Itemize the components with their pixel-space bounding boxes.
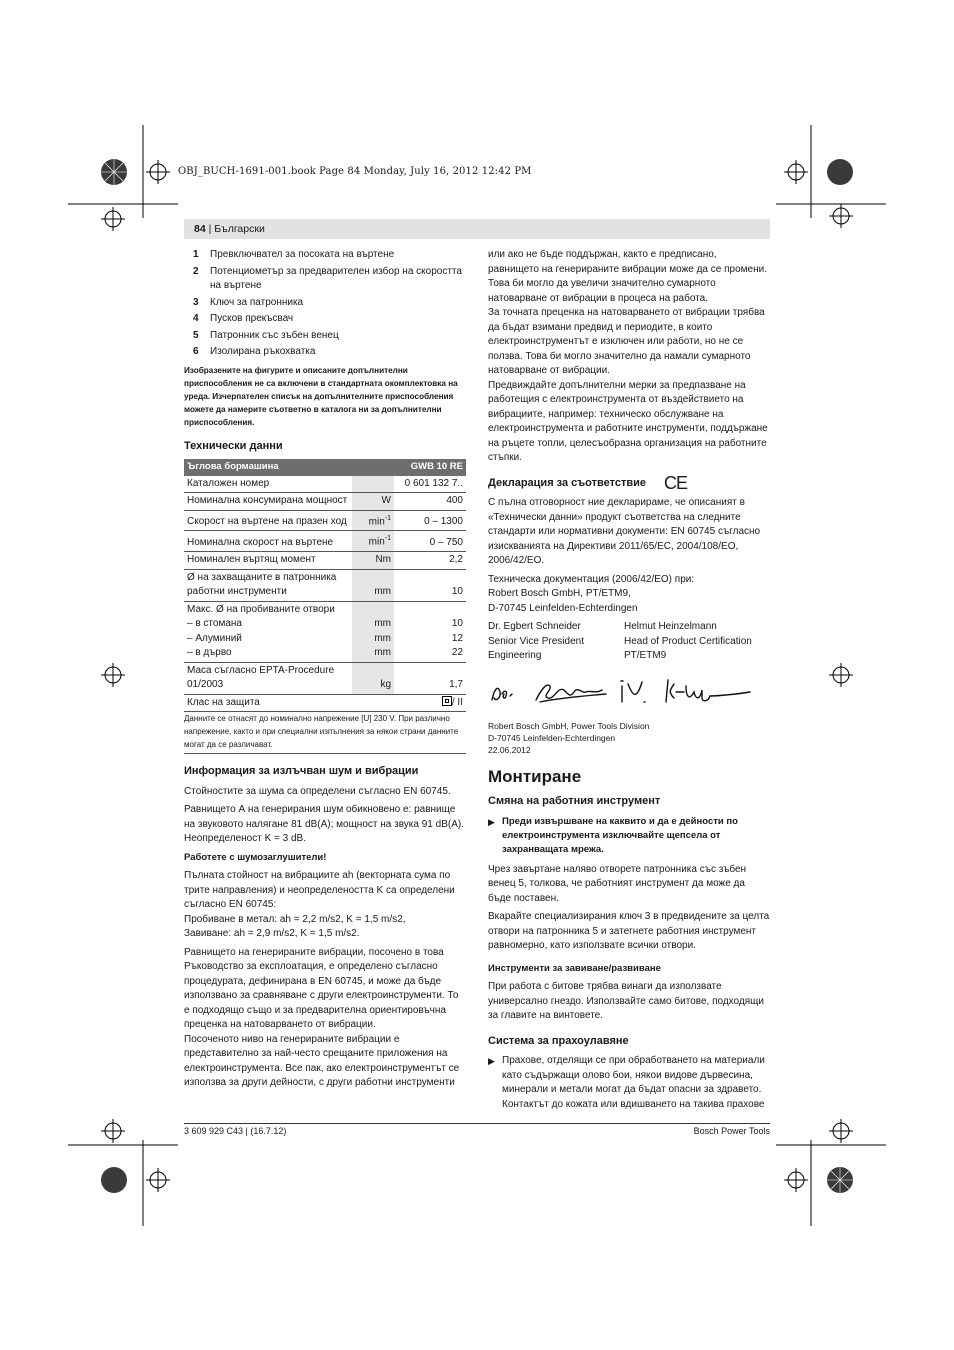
row-unit: mm (374, 632, 391, 644)
row-unit: $\min^{-1}$ (352, 510, 394, 531)
footer-brand: Bosch Power Tools (693, 1126, 770, 1136)
row-label: Клас на защита (184, 694, 352, 712)
table-row (184, 662, 466, 694)
signatory-dept: PT/ETM9 (624, 650, 667, 661)
signatory-left (488, 620, 624, 664)
mounting-heading: Монтиране (488, 766, 582, 786)
row-unit: W (352, 493, 394, 511)
row-label: – в дърво (187, 647, 232, 659)
row-value: 0 – 750 (394, 531, 466, 552)
item-number: 3 (193, 296, 199, 308)
company-line: Robert Bosch GmbH, Power Tools Division (488, 720, 650, 731)
item-text: Патронник със зъбен венец (210, 329, 339, 341)
print-header: OBJ_BUCH-1691-001.book Page 84 Monday, July 16, 2012 12:42 PM (178, 166, 532, 177)
vibration-p1: или ако не бъде поддържан, както е предписано, равнището на генерираните вибрации може да се промени. Това би могло да увеличи значително сумарното натоварване от вибрации в процеса на работа. (488, 249, 767, 304)
left-column (184, 248, 466, 1095)
row-label: Скорост на въртене на празен ход (184, 510, 352, 531)
change-p1: Чрез завъртане наляво отворете патронника със зъбен венец 5, толкова, че работният инструмент да може да бъде поставен. (488, 863, 747, 904)
accessories-note: Изобразените на фигурите и описаните допълнителни приспособления не са включени в стандартната окомплектовка на уреда. Изчерпателен списък на допълнителните приспособления можете да намерите съответно в каталога ни за допълнителни приспособления. (184, 365, 458, 427)
list-item (184, 265, 466, 294)
row-value-group (394, 601, 466, 662)
company-date: 22.06.2012 (488, 744, 531, 755)
row-label-group (184, 601, 352, 662)
row-value-protection (394, 694, 466, 712)
table-row (184, 601, 466, 662)
signatory-title: Head of Product Certification (624, 635, 752, 647)
vibration-p2: За точната преценка на натоварването от вибрации трябва да бъдат взимани предвид и периодите, в които електроинструментът е изключен или работи, но не се ползва. Това би могло значително да намали сумарното натоварване от вибрации. (488, 307, 765, 376)
company-line: D-70745 Leinfelden-Echterdingen (488, 732, 616, 743)
change-tool-heading: Смяна на работния инструмент (488, 795, 661, 807)
page-header-separator: | (205, 223, 215, 235)
noise-p7: Посоченото ниво на генерираните вибрации е представително за най-често срещаните приложения на електроинструмента. Все пак, ако електроинструментът се използва за други дейности, с други работни инструменти (184, 1033, 460, 1089)
row-unit: mm (352, 569, 394, 601)
row-value: 22 (451, 647, 463, 659)
row-label: Ø на захващаните в патронника работни инструменти (184, 569, 352, 601)
noise-heading: Информация за излъчван шум и вибрации (184, 765, 419, 778)
item-number: 1 (193, 249, 199, 260)
row-unit (352, 694, 394, 712)
protection-class-value: / II (451, 696, 463, 708)
bullet-arrow-icon: ▶ (488, 1056, 495, 1066)
table-row (184, 531, 466, 552)
signatory-right (624, 620, 770, 664)
protection-class-icon (442, 696, 452, 706)
row-label: Номинален въртящ момент (184, 552, 352, 570)
list-item (184, 248, 466, 263)
change-warning-text: Преди извършване на каквито и да е дейности по електроинструмента изключвайте щепсела от захранващата мрежа. (502, 815, 738, 855)
footer-doc-number: 3 609 929 C43 | (16.7.12) (184, 1126, 287, 1136)
row-value: 0 – 1300 (394, 510, 466, 531)
parts-list (184, 248, 466, 360)
noise-p5a: Пробиване в метал: ah = 2,2 m/s2, K = 1,5 m/s2, (184, 913, 406, 925)
noise-warning: Работете с шумозаглушители! (184, 851, 327, 863)
change-warning (488, 815, 770, 857)
list-item (184, 312, 466, 327)
table-row (184, 476, 466, 493)
page-language: Български (214, 223, 265, 235)
tech-data-footnote: Данните се отнасят до номинално напрежение [U] 230 V. При различно напрежение, както и при специални изпълнения за някои страни данните могат да се различават. (184, 712, 466, 754)
row-value: 10 (451, 618, 463, 630)
list-item (184, 329, 466, 344)
table-header-row (184, 459, 466, 476)
signatory-dept: Engineering (488, 650, 542, 661)
item-number: 4 (193, 313, 199, 324)
row-label: Номинална консумирана мощност (184, 493, 352, 511)
col-product: Ъглова бормашина (184, 459, 352, 476)
item-number: 2 (193, 265, 199, 277)
table-row (184, 493, 466, 511)
right-column (488, 248, 770, 1112)
dust-bullet (488, 1054, 770, 1112)
declaration-p2c: D-70745 Leinfelden-Echterdingen (488, 602, 638, 614)
signatory-name: Dr. Egbert Schneider (488, 621, 581, 632)
tech-data-table (184, 459, 466, 712)
bullet-arrow-icon: ▶ (488, 816, 495, 827)
row-label: – в стомана (187, 618, 242, 630)
screw-heading: Инструменти за завиване/развиване (488, 962, 661, 974)
table-row (184, 510, 466, 531)
row-unit: $\min^{-1}$ (352, 531, 394, 552)
row-unit-group (352, 601, 394, 662)
row-value: 400 (394, 493, 466, 511)
item-number: 5 (193, 329, 199, 341)
item-text: Изолирана ръкохватка (210, 346, 316, 357)
row-value: 12 (451, 632, 463, 644)
row-value: 0 601 132 7.. (394, 476, 466, 493)
table-row (184, 552, 466, 570)
noise-p1: Стойностите за шума са определени съгласно EN 60745. (184, 785, 451, 797)
page-number: 84 (194, 223, 206, 235)
noise-p4: Пълната стойност на вибрациите ah (векторната сума по трите направления) и неопределеността K са определени съгласно EN 60745: (184, 870, 455, 911)
item-text: Ключ за патронника (210, 296, 304, 308)
noise-p5b: Завиване: ah = 2,9 m/s2, K = 1,5 m/s2. (184, 928, 360, 940)
handwritten-signatures (488, 672, 770, 712)
change-p2: Вкарайте специализирания ключ 3 в предвидените за целта отвори на патронника 5 и затегнете работния инструмент равномерно, като използвате всички отвори. (488, 911, 770, 951)
row-unit: mm (374, 647, 391, 659)
col-model: GWB 10 RE (394, 459, 466, 476)
ce-mark: CE (663, 472, 687, 493)
declaration-heading: Декларация за съответствие (488, 476, 646, 489)
dust-heading: Система за прахоулавяне (488, 1034, 629, 1047)
list-item (184, 296, 466, 311)
list-item (184, 345, 466, 360)
row-label: Маса съгласно EPTA-Procedure 01/2003 (184, 662, 352, 694)
row-label: Макс. Ø на пробиваните отвори (187, 603, 335, 615)
item-text: Пусков прекъсвач (210, 313, 294, 324)
row-value: 2,2 (394, 552, 466, 570)
tech-data-heading: Технически данни (184, 439, 283, 452)
declaration-heading-row (488, 472, 770, 493)
row-unit: mm (374, 618, 391, 630)
row-unit (352, 476, 394, 493)
screw-p: При работа с битове трябва винаги да използвате универсално гнездо. Използвайте само битове, подходящи за главите на винтовете. (488, 981, 764, 1021)
signatory-title: Senior Vice President (488, 635, 584, 647)
page-header (184, 219, 770, 239)
row-value: 1,7 (394, 662, 466, 694)
declaration-p2a: Техническа документация (2006/42/EO) при: (488, 573, 695, 585)
dust-text: Прахове, отделящи се при обработването на материали като съдържащи олово бои, някои видове дървесина, минерали и метали могат да бъдат опасни за здравето. Контактът до кожата или вдишването на такива прахове (502, 1055, 765, 1110)
vibration-p3: Предвиждайте допълнителни мерки за предпазване на работещия с електроинструмента от въздействието на вибрациите, например: техническо обслужване на електроинструмента и работните инструменти, поддържане на ръцете топли, целесъобразна организация на работните стъпки. (488, 379, 768, 463)
item-text: Потенциометър за предварителен избор на скоростта на въртене (210, 265, 462, 291)
col-unit (352, 459, 394, 476)
row-value: 10 (394, 569, 466, 601)
row-unit: Nm (352, 552, 394, 570)
row-label: – Алуминий (187, 632, 242, 644)
signatory-name: Helmut Heinzelmann (624, 621, 717, 632)
row-unit: kg (352, 662, 394, 694)
declaration-p1: С пълна отговорност ние декларираме, че описаният в «Технически данни» продукт съответства на следните стандарти или нормативни документи: EN 60745 съгласно изискванията на Директиви 2011/65/EC, 2004/108/EO, 2006/42/EO. (488, 497, 761, 566)
signatories (488, 620, 770, 664)
item-number: 6 (193, 346, 199, 357)
noise-p2: Равнището А на генерирания шум обикновено е: равнище на звуковото налягане 81 dB(A); мощност на звука 91 dB(A). Неопределеност K = 3 dB. (184, 804, 464, 845)
declaration-p2b: Robert Bosch GmbH, PT/ETM9, (488, 588, 631, 599)
row-label: Номинална скорост на въртене (184, 531, 352, 552)
table-row (184, 569, 466, 601)
footer-divider (184, 1123, 770, 1124)
noise-p6: Равнището на генерираните вибрации, посочено в това Ръководство за експлоатация, е определено съгласно процедурата, дефинирана в EN 60745, и може да бъде използвано за сравняване с други електроинструменти. То е подходящо също и за предварителна ориентировъчна преценка на натоварването от вибрации. (184, 946, 459, 1031)
item-text: Превключвател за посоката на въртене (210, 249, 395, 260)
table-row (184, 694, 466, 712)
row-label: Каталожен номер (184, 476, 352, 493)
company-address (488, 720, 770, 756)
